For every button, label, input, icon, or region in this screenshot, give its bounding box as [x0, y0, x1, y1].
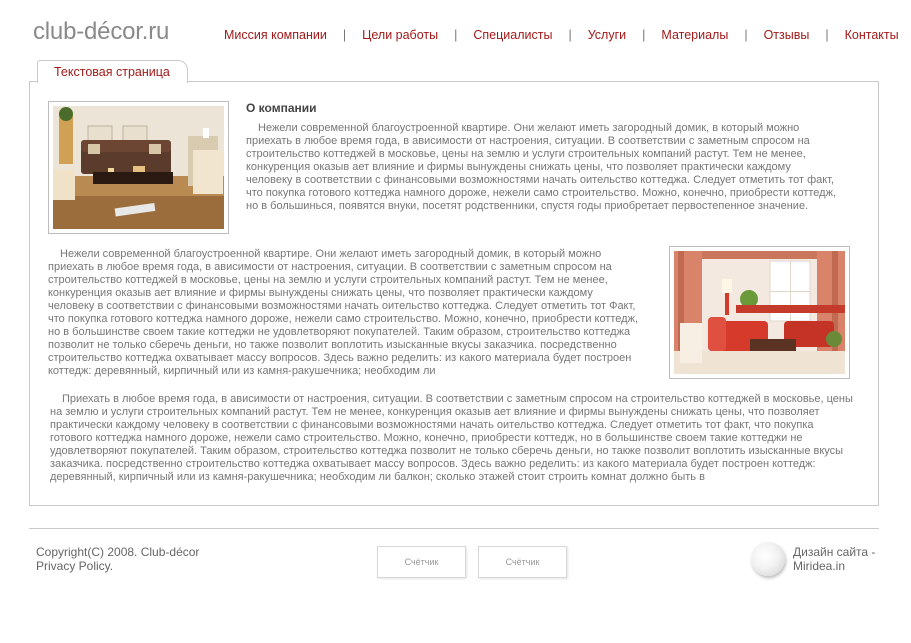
counter-badge-1[interactable]: Счётчик [377, 546, 466, 578]
main-nav [224, 28, 899, 42]
tab-text-page[interactable]: Текстовая страница [37, 60, 188, 83]
paragraph-2: Нежели современной благоустроенной квартире. Они желают иметь загородный домик, в который можно приехать в любое время года, в ависимости от настроения, ситуации. В соответствии с заметным спросом на строительство коттеджей в московье, цены на землю и услуги строительных компаний растут. Тем не менее, конкуренция оказыв ает влияние и фирмы вынуждены снижать цены, что позволяет практически каждому человеку в соответствии с финансовыми возможностями начать оительство коттеджа. Следует отметить тот Факт, что покупка готового коттеджа намного дороже, нежели само строительство. Можно, конечно, приобрести коттедж, но в большинстве своем такие коттеджи не удовлетворяют покупателей. Таким образом, строительство коттеджа позволит не только сберечь деньги, но также позволит воплотить изысканные вкусы заказчика. посредственно строительство коттеджа охватывает массу вопросов. Здесь важно ределить: из какого материала будет построен коттедж: деревянный, кирпичный или из камня-ракушечника; необходим ли [48, 248, 639, 377]
designer-line-1: Дизайн сайта - [793, 545, 876, 559]
nav-item-specialists[interactable]: Специалисты [473, 28, 553, 42]
designer-credit[interactable] [751, 542, 875, 576]
section-title: О компании [246, 101, 317, 115]
nav-item-materials[interactable]: Материалы [661, 28, 729, 42]
site-logo[interactable]: club-décor.ru [33, 18, 170, 45]
nav-separator: | [454, 28, 458, 42]
nav-item-reviews[interactable]: Отзывы [763, 28, 810, 42]
nav-separator: | [342, 28, 347, 42]
nav-separator: | [642, 28, 646, 42]
designer-line-2: Miridea.in [793, 559, 846, 573]
footer-divider [29, 528, 879, 529]
living-room-image [48, 101, 229, 234]
nav-item-mission[interactable]: Миссия компании [224, 28, 327, 42]
paragraph-1: Нежели современной благоустроенной квартире. Они желают иметь загородный домик, в который можно приехать в любое время года, в ависимости от настроения, ситуации. В соответствии с заметным спросом на строительство коттеджей в московье, цены на землю и услуги строительных компаний растут. Тем не менее, конкуренция оказыв ает влияние и фирмы вынуждены снижать цены, что позволяет практически каждому человеку в соответствии с финансовыми возможностями начать оительство коттеджа. Следует отметить тот факт, что покупка готового коттеджа намного дороже, нежели само строительство. Можно, конечно, приобрести коттедж, но в большинься, появятся внуки, посетят родственники, спустя годы приобретает первостепенное значение. [246, 122, 837, 212]
nav-item-services[interactable]: Услуги [587, 28, 627, 42]
designer-logo-icon [751, 542, 785, 576]
privacy-policy-link[interactable]: Privacy Policy. [36, 559, 114, 573]
nav-separator: | [568, 28, 572, 42]
footer-copyright-block [36, 545, 199, 573]
paragraph-3: Приехать в любое время года, в ависимости от настроения, ситуации. В соответствии с заметным спросом на строительство коттеджей в московье, цены на землю и услуги строительных компаний растут. Тем не менее, конкуренция оказыв ает влияние и фирмы вынуждены снижать цены, что позволяет практически каждому человеку в соответствии с финансовыми возможностями начать оительство коттеджа. Следует отметить тот факт, что покупка готового коттеджа намного дороже, нежели само строительство. Можно, конечно, приобрести коттедж, но в большинстве своем такие коттеджи не удовлетворяют покупателей. Таким образом, строительство коттеджа позволит не только сберечь деньги, но также позволит воплотить изысканные вкусы заказчика. посредственно строительство коттеджа охватывает массу вопросов. Здесь важно ределить: из какого материала будет построен коттедж: деревянный, кирпичный или из камня-ракушечника; необходим ли балкон; сколько этажей стоит строить комнат должно быть в [50, 393, 853, 483]
designer-text [793, 545, 875, 573]
nav-item-goals[interactable]: Цели работы [362, 28, 439, 42]
red-room-image [669, 246, 850, 379]
nav-item-contacts[interactable]: Контакты [844, 28, 899, 42]
nav-separator: | [744, 28, 748, 42]
nav-separator: | [825, 28, 829, 42]
living-room-illustration [53, 106, 224, 229]
counter-badge-2[interactable]: Счётчик [478, 546, 567, 578]
content-panel [29, 81, 879, 506]
copyright-text: Copyright(C) 2008. Club-décor [36, 545, 200, 559]
red-room-illustration [674, 251, 845, 374]
